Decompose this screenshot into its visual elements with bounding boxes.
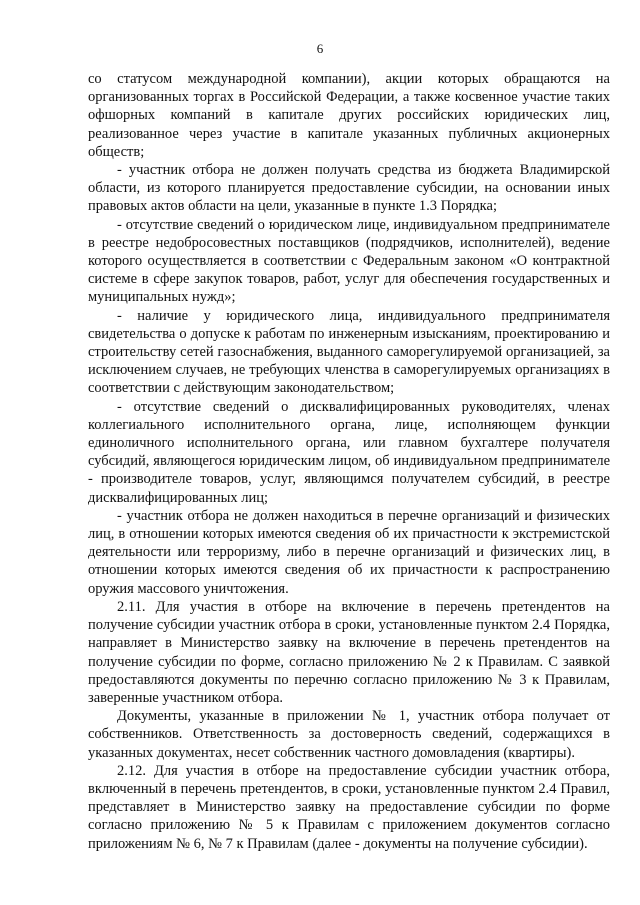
paragraph-budget-condition: - участник отбора не должен получать средства из бюджета Владимирской области, из которого планируется предоставление субсидии, на основании иных правовых актов области на цели, указанные в пункте 1.3 Порядка; — [88, 162, 610, 215]
document-body — [88, 70, 610, 853]
paragraph-extremism-list: - участник отбора не должен находиться в перечне организаций и физических лиц, в отношении которых имеются сведения об их причастности к экстремистской деятельности или терроризму, либо в перечне организаций и физических лиц, в отношении которых имеются сведения об их причастности к распространению оружия массового уничтожения. — [88, 507, 610, 597]
paragraph-continuation: со статусом международной компании), акции которых обращаются на организованных торгах в Российской Федерации, а также косвенное участие таких офшорных компаний в капитале других российских юридических лиц, реализованное через участие в капитале указанных публичных акционерных обществ; — [88, 71, 610, 160]
paragraph-2-11: 2.11. Для участия в отборе на включение в перечень претендентов на получение субсидии участник отбора в сроки, установленные пунктом 2.4 Порядка, направляет в Министерство заявку на включение в перечень претендентов на получение субсидии по форме, согласно приложению № 2 к Правилам. С заявкой предоставляются документы по перечню согласно приложению № 3 к Правилам, заверенные участником отбора. — [88, 598, 610, 706]
paragraph-documents-annex-1: Документы, указанные в приложении № 1, участник отбора получает от собственников. Ответственность за достоверность сведений, содержащихся в указанных документах, несет собственник частного домовладения (квартиры). — [88, 708, 610, 761]
paragraph-sro-certificate: - наличие у юридического лица, индивидуального предпринимателя свидетельства о допуске к работам по инженерным изысканиям, проектированию и строительству сетей газоснабжения, выданного саморегулируемой организацией, за исключением случаев, не требующих членства в саморегулируемых организациях в соответствии с действующим законодательством; — [88, 307, 610, 397]
paragraph-unfair-suppliers: - отсутствие сведений о юридическом лице, индивидуальном предпринимателе в реестре недобросовестных поставщиков (подрядчиков, исполнителей), ведение которого осуществляется в соответствии с Федеральным законом «О контрактной системе в сфере закупок товаров, работ, услуг для обеспечения государственных и муниципальных нужд»; — [88, 216, 610, 306]
paragraph-2-12: 2.12. Для участия в отборе на предоставление субсидии участник отбора, включенный в перечень претендентов, в сроки, установленные пунктом 2.4 Правил, представляет в Министерство заявку на предоставление субсидии по форме согласно приложению № 5 к Правилам с приложением документов согласно приложениям № 6, № 7 к Правилам (далее - документы на получение субсидии). — [88, 762, 610, 852]
page-number: 6 — [316, 41, 324, 56]
paragraph-disqualified-persons: - отсутствие сведений о дисквалифицированных руководителях, членах коллегиального исполнительного органа, лице, исполняющем функции единоличного исполнительного органа, или главном бухгалтере получателя субсидий, являющегося юридическим лицом, об индивидуальном предпринимателе - производителе товаров, услуг, являющимся получателем субсидий, в реестре дисквалифицированных лиц; — [88, 398, 610, 506]
